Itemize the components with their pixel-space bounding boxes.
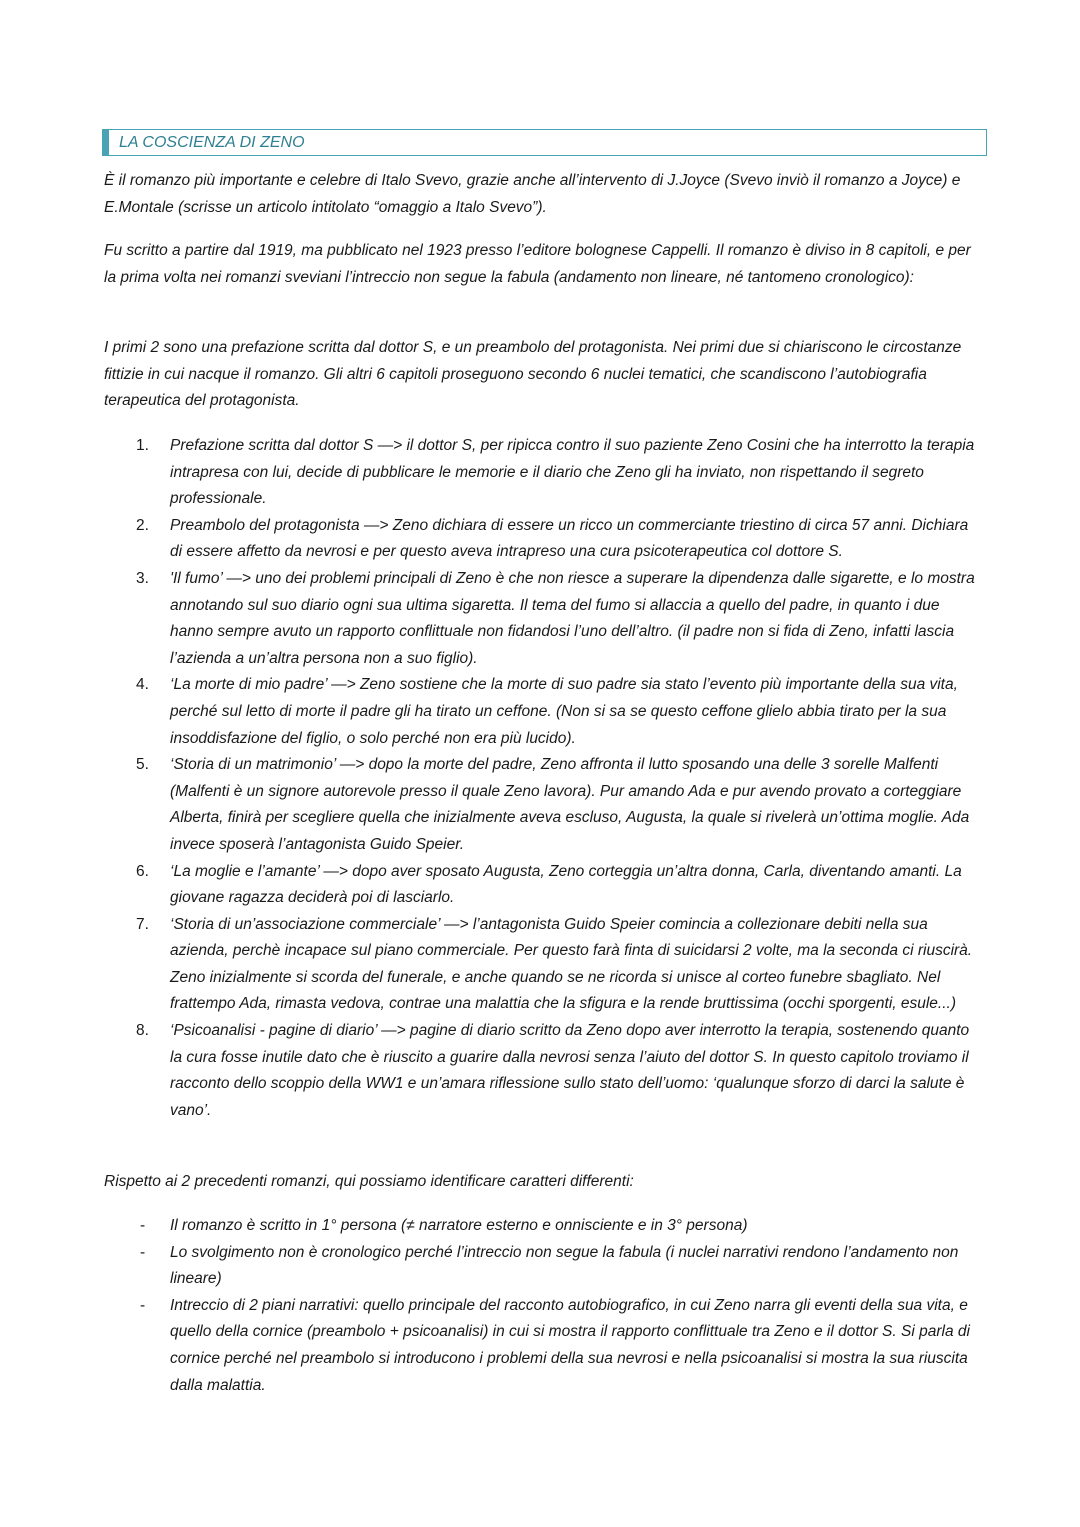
bullet-dash: - xyxy=(140,1217,146,1234)
list-item xyxy=(104,1240,984,1293)
list-item xyxy=(104,513,984,566)
list-number: 2. xyxy=(136,516,149,534)
list-number: 4. xyxy=(136,676,149,694)
list-item-text: 'Il fumo’ —> uno dei problemi principali di Zeno è che non riesce a superare la dipendenza dalle sigarette, e lo mostra annotando sul suo diario ogni sua ultima sigaretta. Il tema del fumo si allaccia a quello del padre, in quanto i due hanno sempre avuto un rapporto conflittuale non fidandosi l’uno dell’altro. (il padre non si fida di Zeno, infatti lascia l’azienda a un’altra persona non a suo figlio). xyxy=(170,569,975,667)
list-item xyxy=(104,912,984,1018)
features-list xyxy=(104,1213,984,1399)
list-item-text: Il romanzo è scritto in 1° persona (≠ narratore esterno e onnisciente e in 3° persona) xyxy=(170,1217,748,1234)
heading-title: LA COSCIENZA DI ZENO xyxy=(119,134,305,151)
list-item xyxy=(104,433,984,513)
list-item xyxy=(104,1213,984,1240)
intro-paragraph: È il romanzo più importante e celebre di Italo Svevo, grazie anche all’intervento di J.Joyce (Svevo inviò il romanzo a Joyce) e E.Montale (scrisse un articolo intitolato “omaggio a Italo Svevo”). xyxy=(104,172,961,216)
list-item-text: Lo svolgimento non è cronologico perché l’intreccio non segue la fabula (i nuclei narrativi rendono l’andamento non lineare) xyxy=(170,1243,959,1288)
list-item-text: ‘Storia di un’associazione commerciale’ —> l’antagonista Guido Speier comincia a collezionare debiti nella sua azienda, perchè incapace sul piano commerciale. Per questo farà finta di suicidarsi 2 volte, ma la seconda ci riuscirà. Zeno inizialmente si scorda del funerale, e anche quando se ne ricorda si unisce al corteo funebre sbagliato. Nel frattempo Ada, rimasta vedova, contrae una malattia che la sfigura e la rende bruttissima (occhi sporgenti, esule...) xyxy=(170,915,973,1013)
list-number: 8. xyxy=(136,1022,149,1040)
list-number: 3. xyxy=(136,569,149,587)
list-item-text: Preambolo del protagonista —> Zeno dichiara di essere un ricco un commerciante triestino di circa 57 anni. Dichiara di essere affetto da nevrosi e per questo aveva intrapreso una cura psicoterapeutica col dottore S. xyxy=(170,516,969,561)
list-item xyxy=(104,566,984,672)
list-item-text: ‘Storia di un matrimonio’ —> dopo la morte del padre, Zeno affronta il lutto sposando una delle 3 sorelle Malfenti (Malfenti è un signore autorevole presso il quale Zeno lavora). Pur amando Ada e pur avendo provato a corteggiare Alberta, finirà per scegliere quella che inizialmente aveva escluso, Augusta, la quale si rivelerà un’ottima moglie. Ada invece sposerà l’antagonista Guido Speier. xyxy=(170,756,970,853)
list-item-text: ‘Psicoanalisi - pagine di diario’ —> pagine di diario scritto da Zeno dopo aver interrotto la terapia, sostenendo quanto la cura fosse inutile dato che è riuscito a guarire dalla nevrosi senza l’aiuto del dottor S. In questo capitolo troviamo il racconto dello scoppio della WW1 e un’amara riflessione sullo stato dell’uomo: ‘qualunque sforzo di darci la salute è vano’. xyxy=(170,1022,970,1119)
history-paragraph: Fu scritto a partire dal 1919, ma pubblicato nel 1923 presso l’editore bolognese Cappelli. Il romanzo è diviso in 8 capitoli, e per la prima volta nei romanzi sveviani l’intreccio non segue la fabula (andamento non lineare, né tantomeno cronologico): xyxy=(104,242,971,286)
list-number: 7. xyxy=(136,915,149,933)
chapters-list xyxy=(104,433,984,1124)
list-item xyxy=(104,672,984,752)
list-item-text: ‘La morte di mio padre’ —> Zeno sostiene che la morte di suo padre sia stato l’evento più importante della sua vita, perché sul letto di morte il padre gli ha tirato un ceffone. (Non si sa se questo ceffone glielo abbia tirato per la sua insoddisfazione del figlio, o solo perché non era più lucido). xyxy=(170,676,958,747)
list-item-text: Prefazione scritta dal dottor S —> il dottor S, per ripicca contro il suo paziente Zeno Cosini che ha interrotto la terapia intrapresa con lui, decide di pubblicare le memorie e il diario che Zeno gli ha inviato, non rispettando il segreto professionale. xyxy=(170,437,975,508)
comparison-paragraph: Rispetto ai 2 precedenti romanzi, qui possiamo identificare caratteri differenti: xyxy=(104,1173,634,1190)
list-item xyxy=(104,859,984,912)
list-number: 5. xyxy=(136,756,149,774)
bullet-dash: - xyxy=(140,1243,146,1261)
list-item xyxy=(104,752,984,858)
list-number: 1. xyxy=(136,437,149,454)
list-item xyxy=(104,1018,984,1124)
structure-paragraph: I primi 2 sono una prefazione scritta dal dottor S, e un preambolo del protagonista. Nei primi due si chiariscono le circostanze fittizie in cui nacque il romanzo. Gli altri 6 capitoli proseguono secondo 6 nuclei tematici, che scandiscono l’autobiografia terapeutica del protagonista. xyxy=(104,339,962,410)
list-item xyxy=(104,1293,984,1399)
list-number: 6. xyxy=(136,862,149,880)
bullet-dash: - xyxy=(140,1296,146,1314)
section-heading xyxy=(102,129,987,156)
list-item-text: ‘La moglie e l’amante’ —> dopo aver sposato Augusta, Zeno corteggia un’altra donna, Carla, diventando amanti. La giovane ragazza deciderà poi di lasciarlo. xyxy=(170,862,962,907)
list-item-text: Intreccio di 2 piani narrativi: quello principale del racconto autobiografico, in cui Zeno narra gli eventi della sua vita, e quello della cornice (preambolo + psicoanalisi) in cui si mostra il rapporto conflittuale tra Zeno e il dottor S. Si parla di cornice perché nel preambolo si introducono i problemi della sua nevrosi e nella psicoanalisi si mostra la sua riuscita dalla malattia. xyxy=(170,1296,970,1394)
